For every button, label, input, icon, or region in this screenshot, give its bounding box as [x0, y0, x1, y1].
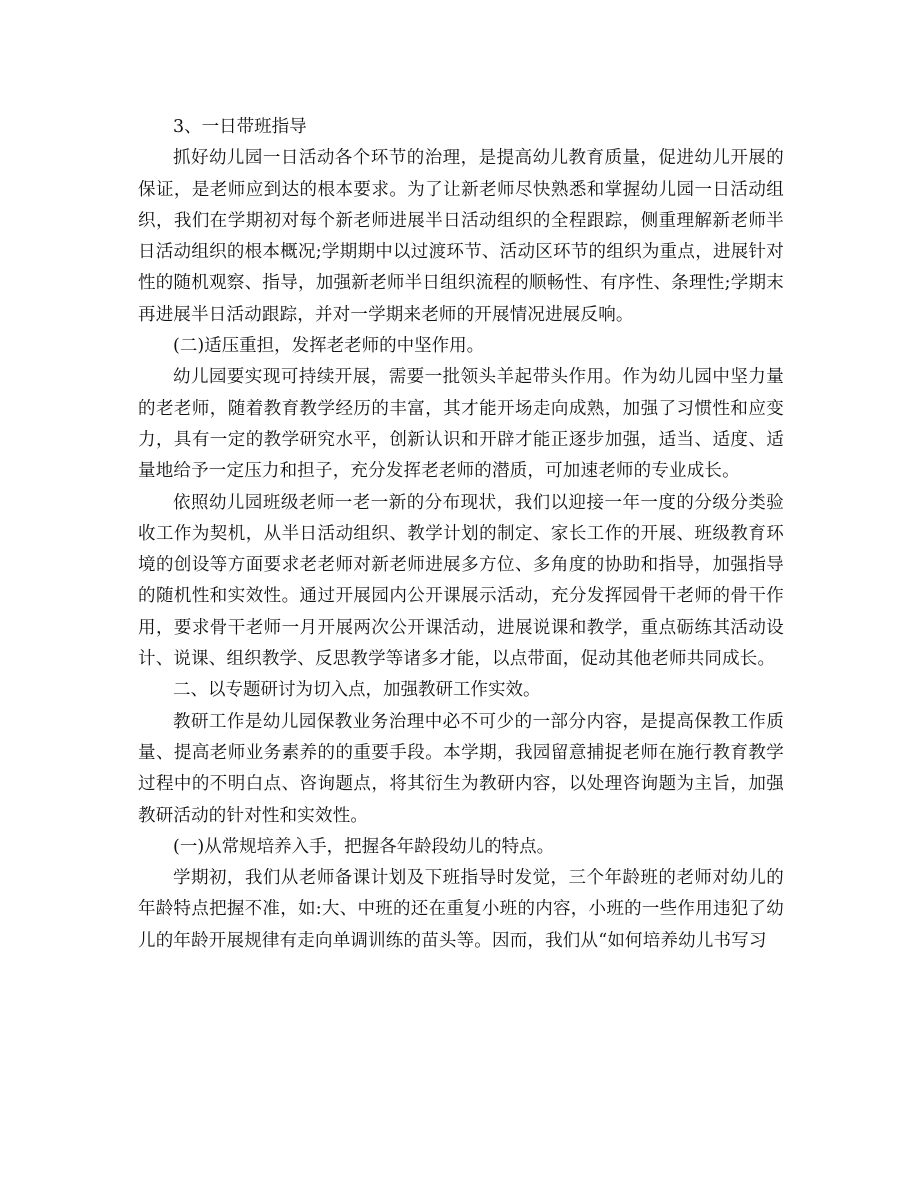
paragraph: 学期初，我们从老师备课计划及下班指导时发觉，三个年龄班的老师对幼儿的年龄特点把握不准，如:大、中班的还在重复小班的内容，小班的一些作用违犯了幼儿的年龄开展规律有走向单调训练的苗头等。因而，我们从“如何培养幼儿书写习 [138, 868, 784, 951]
paragraph: 教研工作是幼儿园保教业务治理中必不可少的一部分内容，是提高保教工作质量、提高老师业务素养的的重要手段。本学期，我园留意捕捉老师在施行教育教学过程中的不明白点、咨询题点，将其衍生为教研内容，以处理咨询题为主旨，加强教研活动的针对性和实效性。 [138, 711, 784, 826]
paragraph: 依照幼儿园班级老师一老一新的分布现状，我们以迎接一年一度的分级分类验收工作为契机，从半日活动组织、教学计划的制定、家长工作的开展、班级教育环境的创设等方面要求老老师对新老师进展多方位、多角度的协助和指导，加强指导的随机性和实效性。通过开展园内公开课展示活动，充分发挥园骨干老师的骨干作用，要求骨干老师一月开展两次公开课活动，进展说课和教学，重点砺练其活动设计、说课、组织教学、反思教学等诸多才能，以点带面，促动其他老师共同成长。 [138, 492, 784, 670]
document-body [138, 112, 784, 957]
paragraph: 幼儿园要实现可持续开展，需要一批领头羊起带头作用。作为幼儿园中坚力量的老老师，随着教育教学经历的丰富，其才能开场走向成熟，加强了习惯性和应变力，具有一定的教学研究水平，创新认识和开辟才能正逐步加强，适当、适度、适量地给予一定压力和担子，充分发挥老老师的潜质，可加速老师的专业成长。 [138, 367, 784, 482]
section-heading: 二、以专题研讨为切入点，加强教研工作实效。 [173, 680, 541, 701]
section-heading: 3、一日带班指导 [173, 117, 307, 137]
section-heading: (一)从常规培养入手，把握各年龄段幼儿的特点。 [173, 836, 555, 857]
paragraph: 抓好幼儿园一日活动各个环节的治理，是提高幼儿教育质量，促进幼儿开展的保证，是老师应到达的根本要求。为了让新老师尽快熟悉和掌握幼儿园一日活动组织，我们在学期初对每个新老师进展半日活动组织的全程跟踪，侧重理解新老师半日活动组织的根本概况;学期期中以过渡环节、活动区环节的组织为重点，进展针对性的随机观察、指导，加强新老师半日组织流程的顺畅性、有序性、条理性;学期末再进展半日活动跟踪，并对一学期来老师的开展情况进展反响。 [138, 148, 784, 325]
section-heading: (二)适压重担，发挥老老师的中坚作用。 [173, 336, 485, 357]
